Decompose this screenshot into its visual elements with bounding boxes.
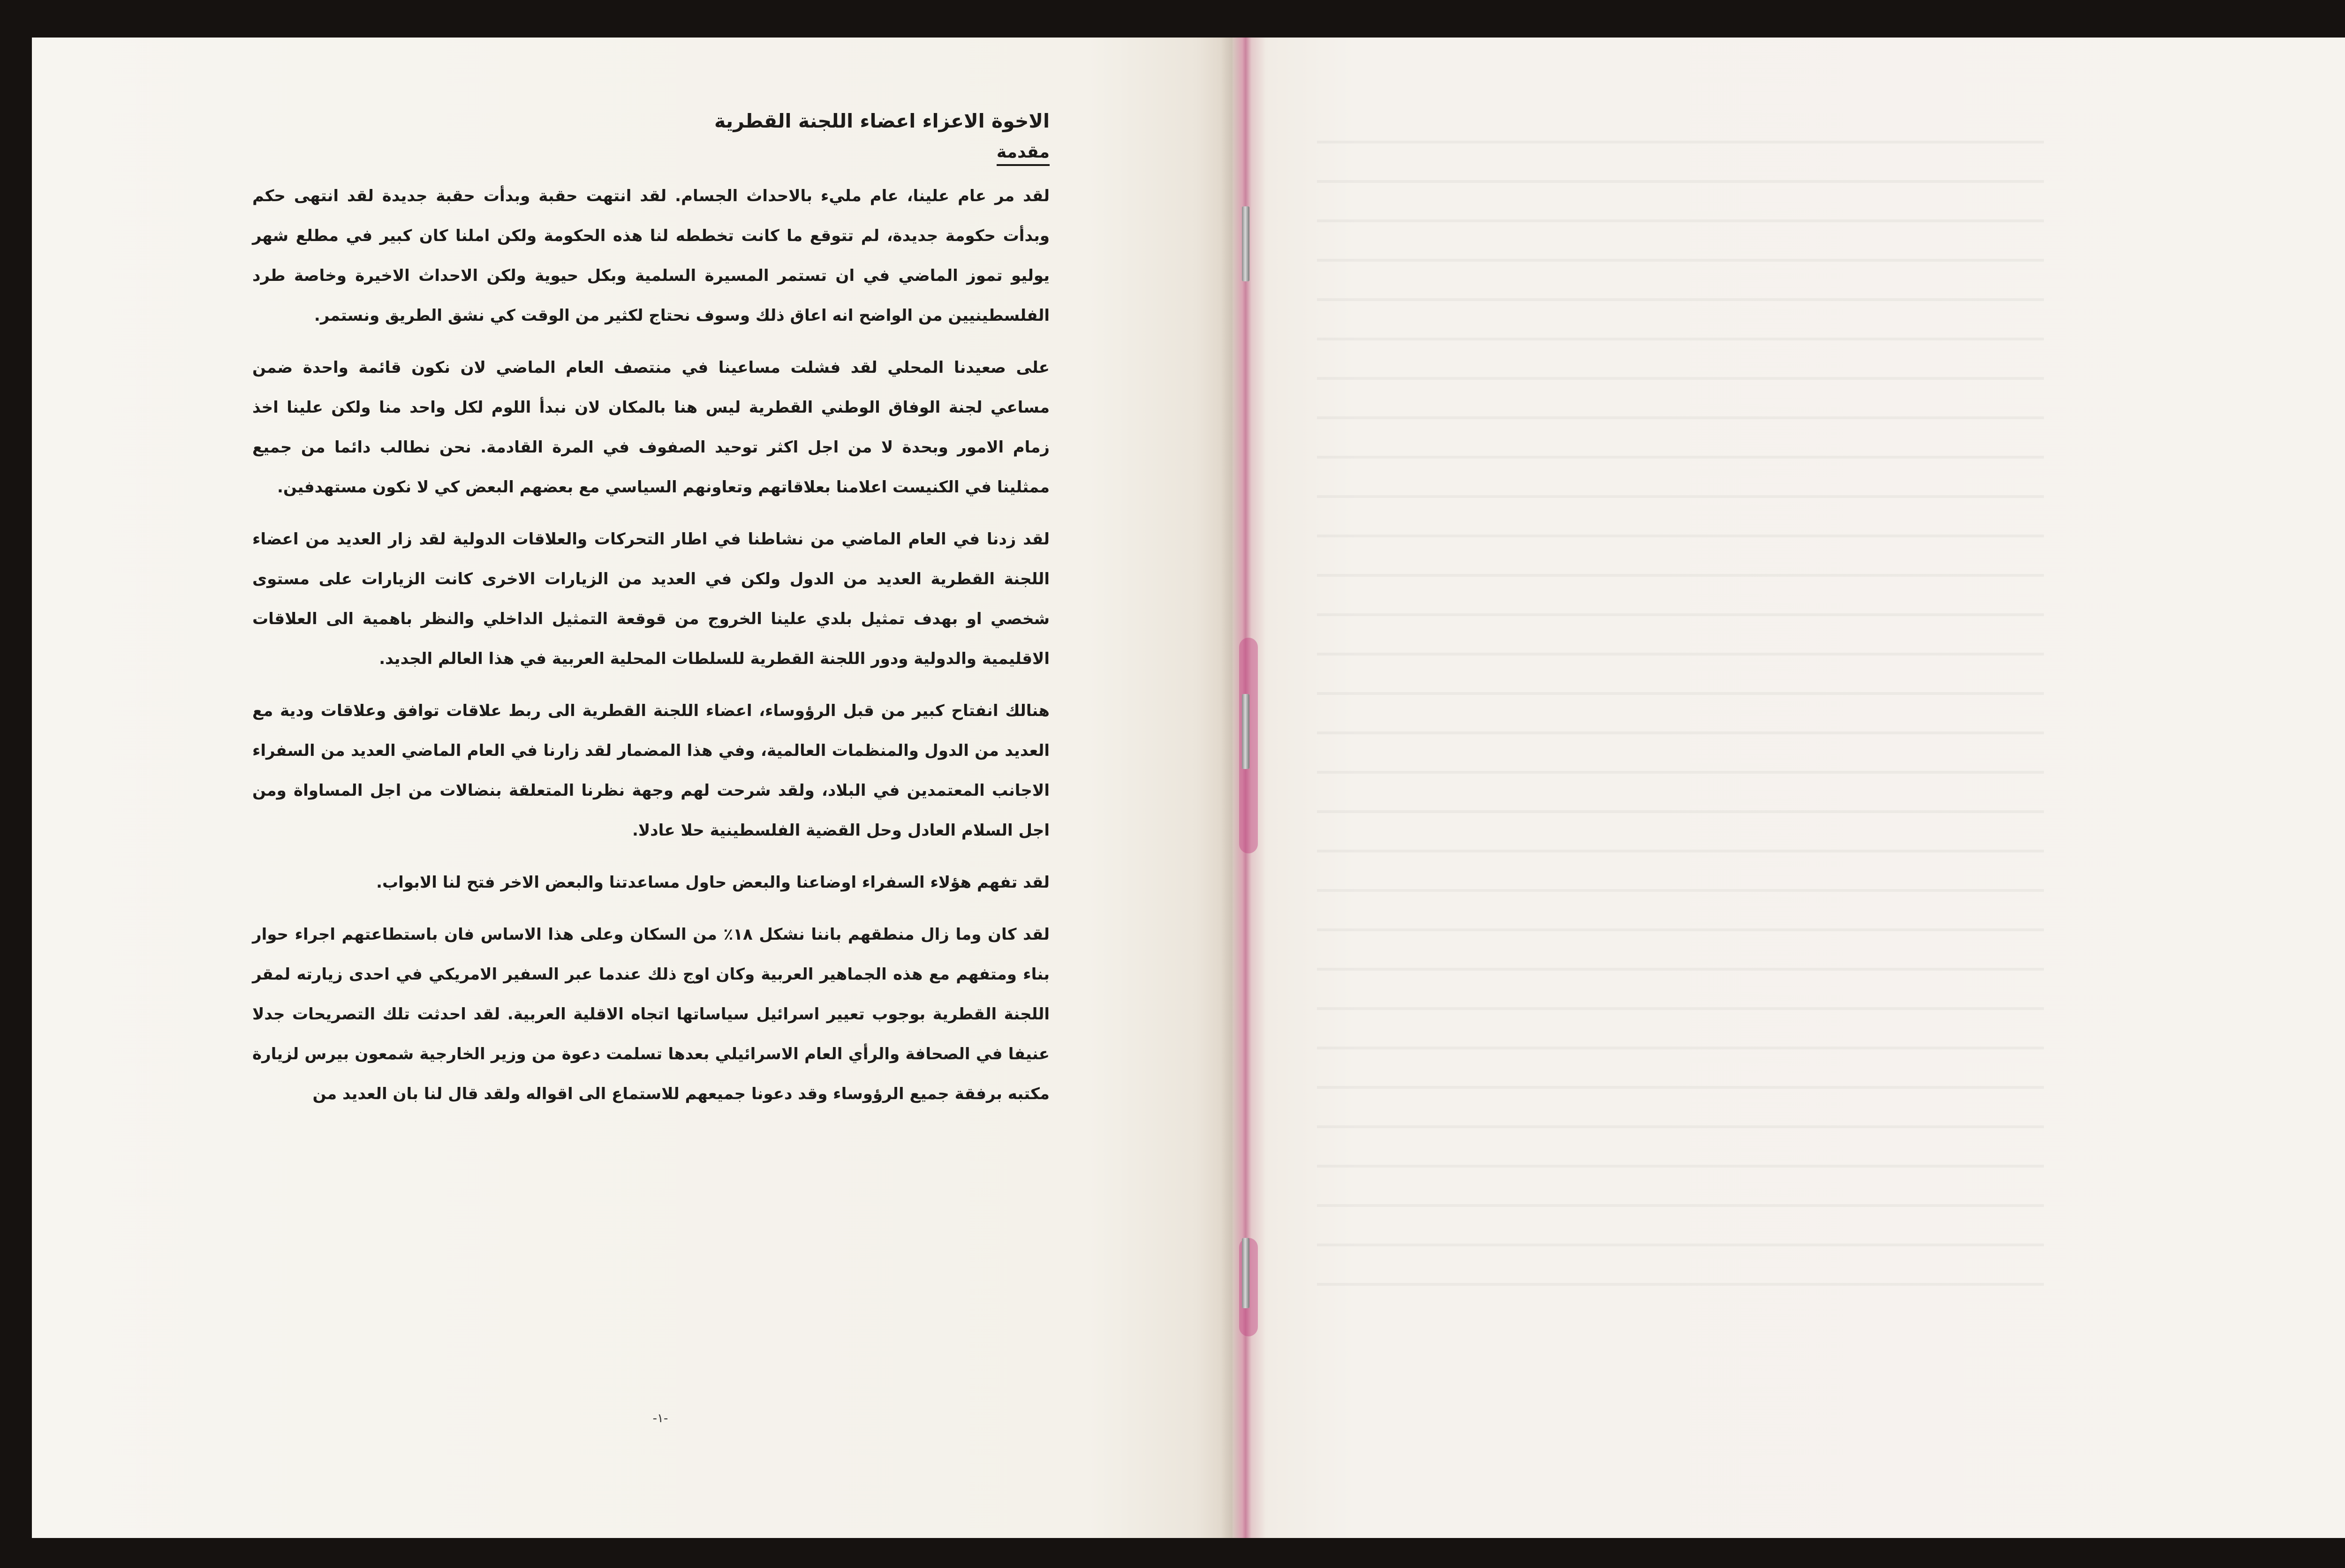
staple [1242,206,1249,281]
document-spread [32,38,2345,1538]
document-title: الاخوة الاعزاء اعضاء اللجنة القطرية [714,110,1050,132]
right-page-blank [1233,38,2345,1538]
paragraph: هنالك انفتاح كبير من قبل الرؤوساء، اعضاء اللجنة القطرية الى ربط علاقات توافق وعلاقات ودية مع العديد من الدول والمنظمات العالمية، وفي هذا المضمار لقد زارنا في العام الماضي العديد من السفراء الاجانب المعتمدين في البلاد، ولقد شرحت لهم وجهة نظرنا المتعلقة بنضالات من اجل المساواة ومن اجل السلام العادل وحل القضية الفلسطينية حلا عادلا. [252,701,1050,840]
letter-body [252,108,1050,1126]
paragraph: على صعيدنا المحلي لقد فشلت مساعينا في منتصف العام الماضي لان نكون قائمة واحدة ضمن مساعي لجنة الوفاق الوطني القطرية ليس هنا بالمكان لان نبدأ اللوم لكل واحد منا ولكن علينا اخذ زمام الامور وبحدة لا من اجل اكثر توحيد الصفوف في المرة القادمة. نحن نطالب دائما من جميع ممثلينا في الكنيست اعلامنا بعلاقاتهم وتعاونهم السياسي مع بعضهم البعض كي لا نكون مستهدفين. [252,358,1050,497]
paragraph: لقد زدنا في العام الماضي من نشاطنا في اطار التحركات والعلاقات الدولية لقد زار العديد من اعضاء اللجنة القطرية العديد من الدول ولكن في العديد من الزيارات الاخرى كانت الزيارات على مستوى شخصي او بهدف تمثيل بلدي علينا الخروج من قوقعة التمثيل الداخلي والنظر باهمية الى العلاقات الاقليمية والدولية ودور اللجنة القطرية للسلطات المحلية العربية في هذا العالم الجديد. [252,529,1050,668]
section-heading: مقدمة [997,141,1050,166]
paragraph: لقد كان وما زال منطقهم باننا نشكل ١٨٪ من السكان وعلى هذا الاساس فان باستطاعتهم اجراء حوار بناء ومتفهم مع هذه الجماهير العربية وكان اوج ذلك عندما عبر السفير الامريكي في احدى زيارته لمقر اللجنة القطرية بوجوب تعيير اسرائيل سياساتها اتجاه الاقلية العربية. لقد احدثت تلك التصريحات جدلا عنيفا في الصحافة والرأي العام الاسرائيلي بعدها تسلمت دعوة من وزير الخارجية شمعون بيرس لزيارة مكتبه برفقة جميع الرؤوساء وقد دعونا جميعهم للاستماع الى اقواله ولقد قال لنا بان العديد من [252,925,1050,1103]
paragraph: لقد مر عام علينا، عام مليء بالاحداث الجسام. لقد انتهت حقبة وبدأت حقبة جديدة لقد انتهى حكم وبدأت حكومة جديدة، لم تتوقع ما كانت تخططه لنا هذه الحكومة ولكن املنا كان كبير في مطلع شهر يوليو تموز الماضي في ان تستمر المسيرة السلمية وبكل حيوية ولكن الاحداث الاخيرة وخاصة طرد الفلسطينيين من الواضح انه اعاق ذلك وسوف نحتاج لكثير من الوقت كي نشق الطريق ونستمر. [252,186,1050,325]
staple [1242,694,1249,769]
page-number: -١- [652,1411,668,1425]
staple [1242,1238,1249,1308]
paragraph: لقد تفهم هؤلاء السفراء اوضاعنا والبعض حاول مساعدتنا والبعض الاخر فتح لنا الابواب. [376,873,1050,892]
left-page [32,38,1233,1538]
